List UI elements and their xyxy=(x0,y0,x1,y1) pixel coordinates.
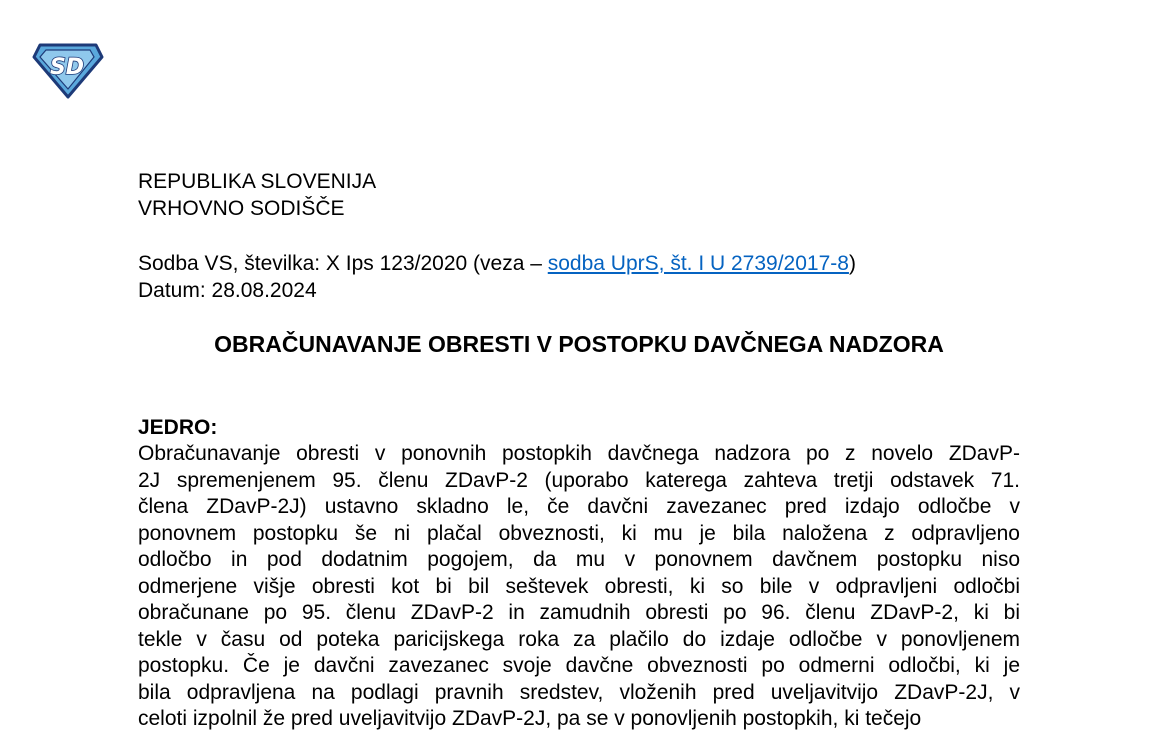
section-heading: JEDRO: xyxy=(138,416,218,439)
body-text-line: bila odpravljena na podlagi pravnih sredstev, vloženih pred uveljavitvijo ZDavP-2J, v xyxy=(138,680,1020,704)
case-reference xyxy=(138,250,856,304)
body-text-line: 2J spremenjenem 95. členu ZDavP-2 (uporabo katerega zahteva tretji odstavek 71. xyxy=(138,468,1020,492)
document-title: OBRAČUNAVANJE OBRESTI V POSTOPKU DAVČNEGA NADZORA xyxy=(214,331,944,357)
court-line: VRHOVNO SODIŠČE xyxy=(138,197,345,220)
body-text-line: ponovnem postopku še ni plačal obveznosti, ki mu je bila naložena z odpravljeno xyxy=(138,521,1020,545)
body-text-line: odmerjene višje obresti kot bi bil seštevek obresti, ki so bile v odpravljeni odločbi xyxy=(138,574,1020,598)
supreme-court-logo xyxy=(32,41,104,99)
summary-body xyxy=(138,441,1020,733)
case-number-suffix: ) xyxy=(848,252,856,275)
body-text-line: celoti izpolnil že pred uveljavitvijo ZDavP-2J, pa se v ponovljenih postopkih, ki tečejo xyxy=(138,707,922,730)
logo-lettering: SD xyxy=(49,55,85,80)
case-number-prefix: Sodba VS, številka: X Ips 123/2020 (veza – xyxy=(138,252,548,275)
republic-line: REPUBLIKA SLOVENIJA xyxy=(138,170,377,193)
related-judgment-link[interactable]: sodba UprS, št. I U 2739/2017-8 xyxy=(547,252,849,275)
vs-logo-icon xyxy=(32,41,104,99)
decision-date: Datum: 28.08.2024 xyxy=(138,279,317,302)
body-text-line: člena ZDavP-2J) ustavno skladno le, če davčni zavezanec pred izdajo odločbe v xyxy=(138,495,1020,518)
body-text-line: tekle v času od poteka paricijskega roka za plačilo do izdaje odločbe v ponovljenem xyxy=(138,627,1020,651)
document-header xyxy=(138,168,376,222)
body-text-line: odločbo in pod dodatnim pogojem, da mu v ponovnem davčnem postopku niso xyxy=(138,548,1020,571)
body-text-line: obračunane po 95. členu ZDavP-2 in zamudnih obresti po 96. členu ZDavP-2, ki bi xyxy=(138,601,1020,624)
body-text-line: Obračunavanje obresti v ponovnih postopkih davčnega nadzora po z novelo ZDavP- xyxy=(138,442,1020,465)
body-text-line: postopku. Če je davčni zavezanec svoje davčne obveznosti po odmerni odločbi, ki je xyxy=(138,654,1020,677)
case-number-line xyxy=(138,250,856,277)
